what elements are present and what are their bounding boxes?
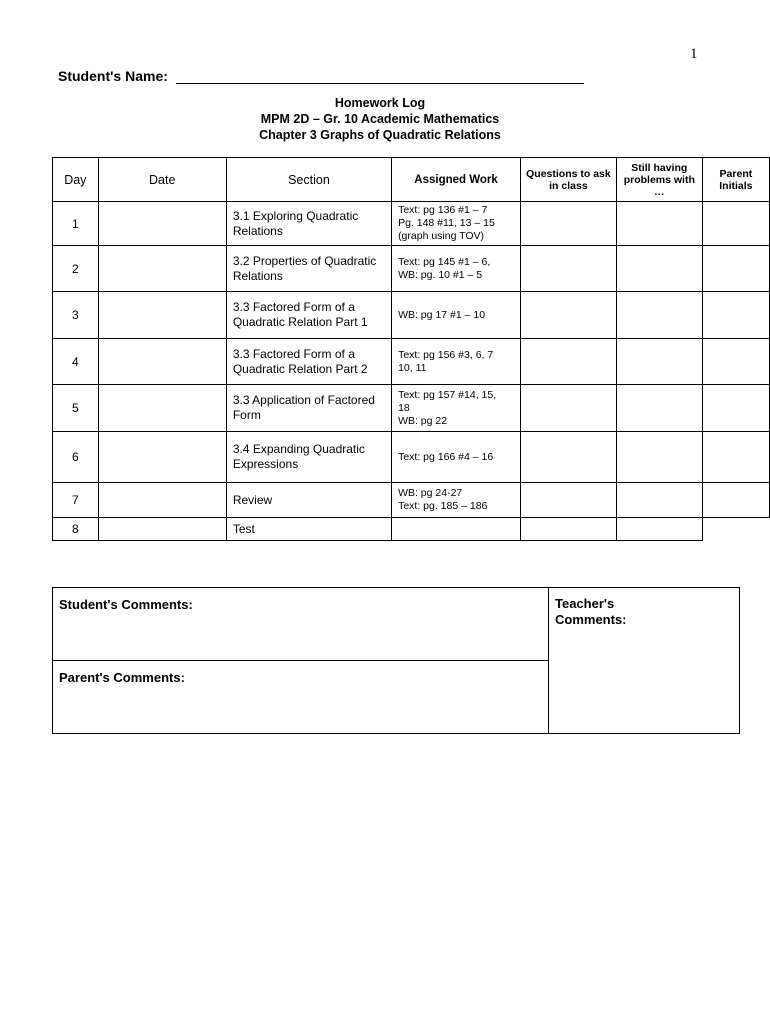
assigned-work-cell bbox=[392, 339, 521, 385]
section-cell: 3.4 Expanding Quadratic Expressions bbox=[226, 432, 391, 483]
questions-cell[interactable] bbox=[521, 518, 617, 541]
assigned-work-line: (graph using TOV) bbox=[398, 230, 485, 242]
table-row bbox=[53, 202, 770, 246]
still-having-problems-cell[interactable] bbox=[616, 292, 702, 339]
assigned-work-line: Text: pg. 185 – 186 bbox=[398, 500, 488, 512]
table-row bbox=[53, 385, 770, 432]
homework-log-table bbox=[52, 157, 770, 541]
day-cell: 1 bbox=[53, 202, 99, 246]
assigned-work-line: Text: pg 145 #1 – 6, bbox=[398, 255, 491, 268]
table-header-row bbox=[53, 158, 770, 202]
assigned-work-cell bbox=[392, 483, 521, 518]
teacher-comments-label: Teacher's Comments: bbox=[555, 596, 627, 627]
date-cell[interactable] bbox=[98, 339, 226, 385]
day-cell: 7 bbox=[53, 483, 99, 518]
heading-title: Homework Log bbox=[334, 96, 426, 110]
still-having-problems-cell[interactable] bbox=[616, 246, 702, 292]
day-cell: 4 bbox=[53, 339, 99, 385]
questions-cell[interactable] bbox=[521, 385, 617, 432]
still-having-problems-cell[interactable] bbox=[616, 385, 702, 432]
table-row bbox=[53, 432, 770, 483]
assigned-work-line: 18 bbox=[398, 401, 410, 414]
questions-cell[interactable] bbox=[521, 246, 617, 292]
assigned-work-line: WB: pg 24-27 bbox=[398, 487, 463, 499]
assigned-work-cell bbox=[392, 202, 521, 246]
assigned-work-line: WB: pg 22 bbox=[398, 414, 448, 427]
date-cell[interactable] bbox=[98, 432, 226, 483]
assigned-work-line: Text: pg 157 #14, 15, bbox=[398, 388, 497, 401]
assigned-work-cell bbox=[392, 432, 521, 483]
date-cell[interactable] bbox=[98, 385, 226, 432]
questions-cell[interactable] bbox=[521, 202, 617, 246]
parent-initials-cell[interactable] bbox=[702, 483, 769, 518]
heading-course: MPM 2D – Gr. 10 Academic Mathematics bbox=[260, 112, 500, 126]
assigned-work-cell bbox=[392, 292, 521, 339]
assigned-work-line: Text: pg 136 #1 – 7 bbox=[398, 204, 488, 216]
assigned-work-line: WB: pg 17 #1 – 10 bbox=[398, 308, 486, 321]
heading-chapter: Chapter 3 Graphs of Quadratic Relations bbox=[259, 128, 501, 142]
day-cell: 8 bbox=[53, 518, 99, 541]
header-still-having-problems: Still having problems with … bbox=[616, 158, 702, 202]
questions-cell[interactable] bbox=[521, 483, 617, 518]
section-cell: Test bbox=[226, 518, 391, 541]
section-cell: 3.3 Application of Factored Form bbox=[226, 385, 391, 432]
header-parent-initials: Parent Initials bbox=[702, 158, 769, 202]
day-cell: 2 bbox=[53, 246, 99, 292]
assigned-work-line: Text: pg 156 #3, 6, 7 bbox=[398, 348, 494, 361]
parent-initials-cell[interactable] bbox=[702, 246, 769, 292]
parent-initials-cell[interactable] bbox=[702, 385, 769, 432]
day-cell: 6 bbox=[53, 432, 99, 483]
date-cell[interactable] bbox=[98, 246, 226, 292]
still-having-problems-cell[interactable] bbox=[616, 432, 702, 483]
document-heading bbox=[200, 95, 560, 143]
parent-initials-cell[interactable] bbox=[702, 432, 769, 483]
header-date: Date bbox=[98, 158, 226, 202]
date-cell[interactable] bbox=[98, 483, 226, 518]
assigned-work-line: WB: pg. 10 #1 – 5 bbox=[398, 268, 483, 281]
day-cell: 5 bbox=[53, 385, 99, 432]
still-having-problems-cell[interactable] bbox=[616, 202, 702, 246]
date-cell[interactable] bbox=[98, 202, 226, 246]
parent-initials-cell[interactable] bbox=[702, 292, 769, 339]
table-row bbox=[53, 483, 770, 518]
questions-cell[interactable] bbox=[521, 432, 617, 483]
parent-initials-cell[interactable] bbox=[702, 202, 769, 246]
section-cell: 3.3 Factored Form of a Quadratic Relation Part 1 bbox=[226, 292, 391, 339]
questions-cell[interactable] bbox=[521, 292, 617, 339]
table-row bbox=[53, 246, 770, 292]
page-number: 1 bbox=[690, 46, 698, 62]
table-row bbox=[53, 292, 770, 339]
still-having-problems-cell[interactable] bbox=[616, 339, 702, 385]
header-day: Day bbox=[53, 158, 99, 202]
teacher-comments-box[interactable] bbox=[549, 588, 740, 734]
section-cell: Review bbox=[226, 483, 391, 518]
questions-cell[interactable] bbox=[521, 339, 617, 385]
section-cell: 3.2 Properties of Quadratic Relations bbox=[226, 246, 391, 292]
header-questions: Questions to ask in class bbox=[521, 158, 617, 202]
student-name-field[interactable] bbox=[176, 69, 584, 84]
table-row bbox=[53, 518, 770, 541]
table-row bbox=[53, 339, 770, 385]
parent-comments-label: Parent's Comments: bbox=[59, 670, 185, 685]
day-cell: 3 bbox=[53, 292, 99, 339]
still-having-problems-cell[interactable] bbox=[616, 518, 702, 541]
assigned-work-cell bbox=[392, 385, 521, 432]
parent-initials-cell-empty bbox=[702, 518, 769, 541]
student-comments-label: Student's Comments: bbox=[59, 597, 193, 612]
header-assigned-work: Assigned Work bbox=[392, 158, 521, 202]
comments-table bbox=[52, 587, 740, 734]
section-cell: 3.3 Factored Form of a Quadratic Relation Part 2 bbox=[226, 339, 391, 385]
section-cell: 3.1 Exploring Quadratic Relations bbox=[226, 202, 391, 246]
date-cell[interactable] bbox=[98, 292, 226, 339]
still-having-problems-cell[interactable] bbox=[616, 483, 702, 518]
student-name-row bbox=[58, 64, 588, 84]
assigned-work-line: 10, 11 bbox=[398, 361, 427, 374]
assigned-work-line: Pg. 148 #11, 13 – 15 bbox=[398, 217, 495, 229]
header-section: Section bbox=[226, 158, 391, 202]
assigned-work-cell bbox=[392, 518, 521, 541]
date-cell[interactable] bbox=[98, 518, 226, 541]
parent-comments-box[interactable] bbox=[53, 661, 549, 734]
assigned-work-cell bbox=[392, 246, 521, 292]
student-name-label: Student's Name: bbox=[58, 68, 168, 84]
assigned-work-line: Text: pg 166 #4 – 16 bbox=[398, 450, 494, 463]
parent-initials-cell[interactable] bbox=[702, 339, 769, 385]
student-comments-box[interactable] bbox=[53, 588, 549, 661]
